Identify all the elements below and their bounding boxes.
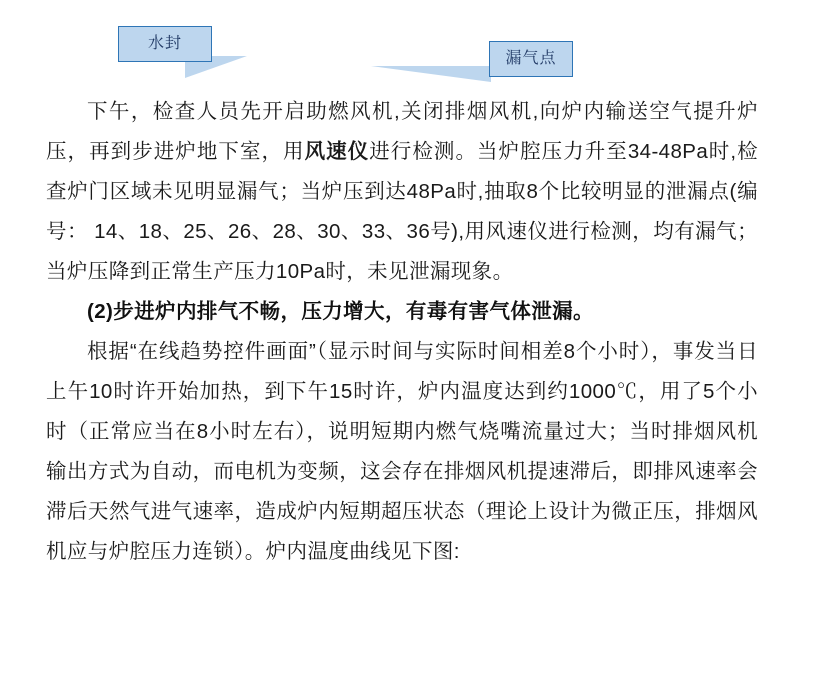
paragraph-3 (46, 332, 758, 572)
callout-leak-point (489, 41, 573, 77)
paragraph-1-segment-2-bold: 风速仪 (304, 140, 370, 163)
document-body (0, 92, 814, 572)
callout-water-seal (118, 26, 212, 62)
callout-leak-point-label: 漏气点 (505, 50, 557, 68)
callout-tail-leak-point (371, 66, 491, 82)
paragraph-2-heading (46, 292, 758, 332)
callout-water-seal-label: 水封 (147, 35, 182, 53)
paragraph-1-segment-3: 进行检测。当炉腔压力升至34-48Pa时,检查炉门区域未见明显漏气；当炉压到达48Pa时,抽取8个比较明显的泄漏点(编号： 14、18、25、26、28、30、33、36号),用风速仪进行检测，均有漏气；当炉压降到正常生产压力10Pa时，未见泄漏现象。 (46, 140, 758, 283)
diagram-callout-area (0, 0, 814, 92)
paragraph-1-segment-1: 下午，检查人员先开启助燃风机,关闭排烟风机,向炉内输送空气提升炉压，再到步进炉地下室，用 (46, 100, 758, 163)
paragraph-3-segment-1: 根据“在线趋势控件画面”（显示时间与实际时间相差8个小时），事发当日上午10时许开始加热，到下午15时许，炉内温度达到约1000℃，用了5个小时（正常应当在8小时左右），说明短期内燃气烧嘴流量过大；当时排烟风机输出方式为自动，而电机为变频，这会存在排烟风机提速滞后，即排风速率会滞后天然气进气速率，造成炉内短期超压状态（理论上设计为微正压，排烟风机应与炉腔压力连锁）。炉内温度曲线见下图: (46, 340, 758, 563)
paragraph-2-segment-1: (2)步进炉内排气不畅，压力增大，有毒有害气体泄漏。 (87, 300, 594, 323)
paragraph-1 (46, 92, 758, 292)
